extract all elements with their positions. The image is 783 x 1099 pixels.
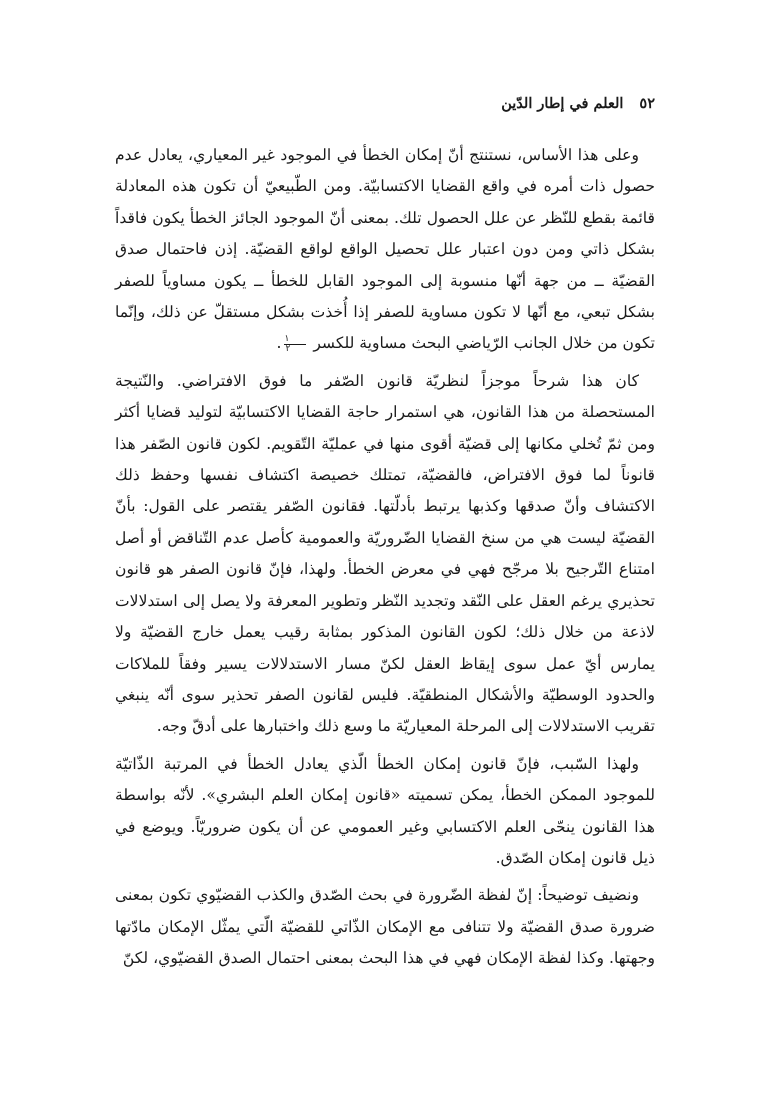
fraction-numerator: ١ [284, 335, 307, 345]
page-number: ٥٢ [639, 94, 655, 112]
running-title: العلم في إطار الدّين [501, 94, 624, 112]
paragraph-1-end: . [276, 334, 282, 353]
fraction-one-half [284, 335, 307, 354]
paragraph-2: كان هذا شرحاً موجزاً لنظريّة قانون الصّفر ما فوق الافتراضي. والنّتيجة المستحصلة من هذا القانون، هي استمرار حاجة القضايا الاكتسابيّة لتوليد قضايا أكثر ومن ثمّ تُخلي مكانها إلى قضيّة أقوى منها في عمليّة التّقويم. لكون قانون الصّفر هذا قانوناً لما فوق الافتراض، فالقضيّة، تمتلك خصيصة اكتشاف نفسها وحفظ ذلك الاكتشاف وأنّ صدقها وكذبها يرتبط بأدلّتها. فقانون الصّفر يقتصر على القول: بأنّ القضيّة ليست هي من سنخ القضايا الضّروريّة والعمومية كأصل عدم التّناقض أو أصل امتناع التّرجيح بلا مرجّح فهي في معرض الخطأ. ولهذا، فإنّ قانون الصفر هو قانون تحذيري يرغم العقل على النّقد وتجديد النّظر وتطوير المعرفة ولا يصل إلى استدلالات لاذعة من خلال ذلك؛ لكون القانون المذكور بمثابة رقيب يعمل خارج القضيّة ولا يمارس أيّ عمل سوى إيقاظ العقل لكنّ مسار الاستدلالات يسير وفقاً للملاكات والحدود الوسطيّة والأشكال المنطقيّة. فليس لقانون الصفر تحذير سوى أنّه ينبغي تقريب الاستدلالات إلى المرحلة المعياريّة ما وسع ذلك واختبارها على أدقّ وجه. [115, 371, 655, 736]
paragraph-3: ولهذا السّبب، فإنّ قانون إمكان الخطأ الّذي يعادل الخطأ في المرتبة الذّاتيّة للموجود الممكن الخطأ، يمكن تسميته «قانون إمكان العلم البشري». لأنّه بواسطة هذا القانون ينحّى العلم الاكتسابي وغير العمومي عن أن يكون ضروريّاً. ويوضع في ذيل قانون إمكان الصّدق. [115, 754, 655, 867]
paragraph-1-text: وعلى هذا الأساس، نستنتج أنّ إمكان الخطأ في الموجود غير المعياري، يعادل عدم حصول ذات أمره في واقع القضايا الاكتسابيّة. ومن الطّبيعيّ أن تكون هذه المعادلة قائمة بقطع للنّظر عن علل الحصول تلك. بمعنى أنّ الموجود الجائز الخطأ يكون فاقداً بشكل ذاتي ومن دون اعتبار علل تحصيل الواقع لواقع القضيّة. إذن فاحتمال صدق القضيّة ــ من جهة أنّها منسوبة إلى الموجود القابل للخطأ ــ يكون مساوياً للصفر بشكل تبعي، مع أنّها لا تكون مساوية للصفر إذا أُخذت بشكل مستقلّ عن ذلك، وإنّما تكون من خلال الجانب الرّياضي البحث مساوية للكسر [115, 146, 655, 353]
body-text [115, 140, 655, 981]
running-header [95, 92, 655, 114]
paragraph-1 [115, 140, 655, 360]
fraction-denominator: ٢ [285, 343, 291, 354]
paragraph-4: ونضيف توضيحاً: إنّ لفظة الضّرورة في بحث الصّدق والكذب القضيّوي تكون بمعنى ضرورة صدق القضيّة ولا تتنافى مع الإمكان الذّاتي للقضيّة الّتي يمثّل الإمكان مادّتها وجهتها. وكذا لفظة الإمكان فهي في هذا البحث بمعنى احتمال الصدق القضيّوي، لكنّ [115, 886, 655, 968]
